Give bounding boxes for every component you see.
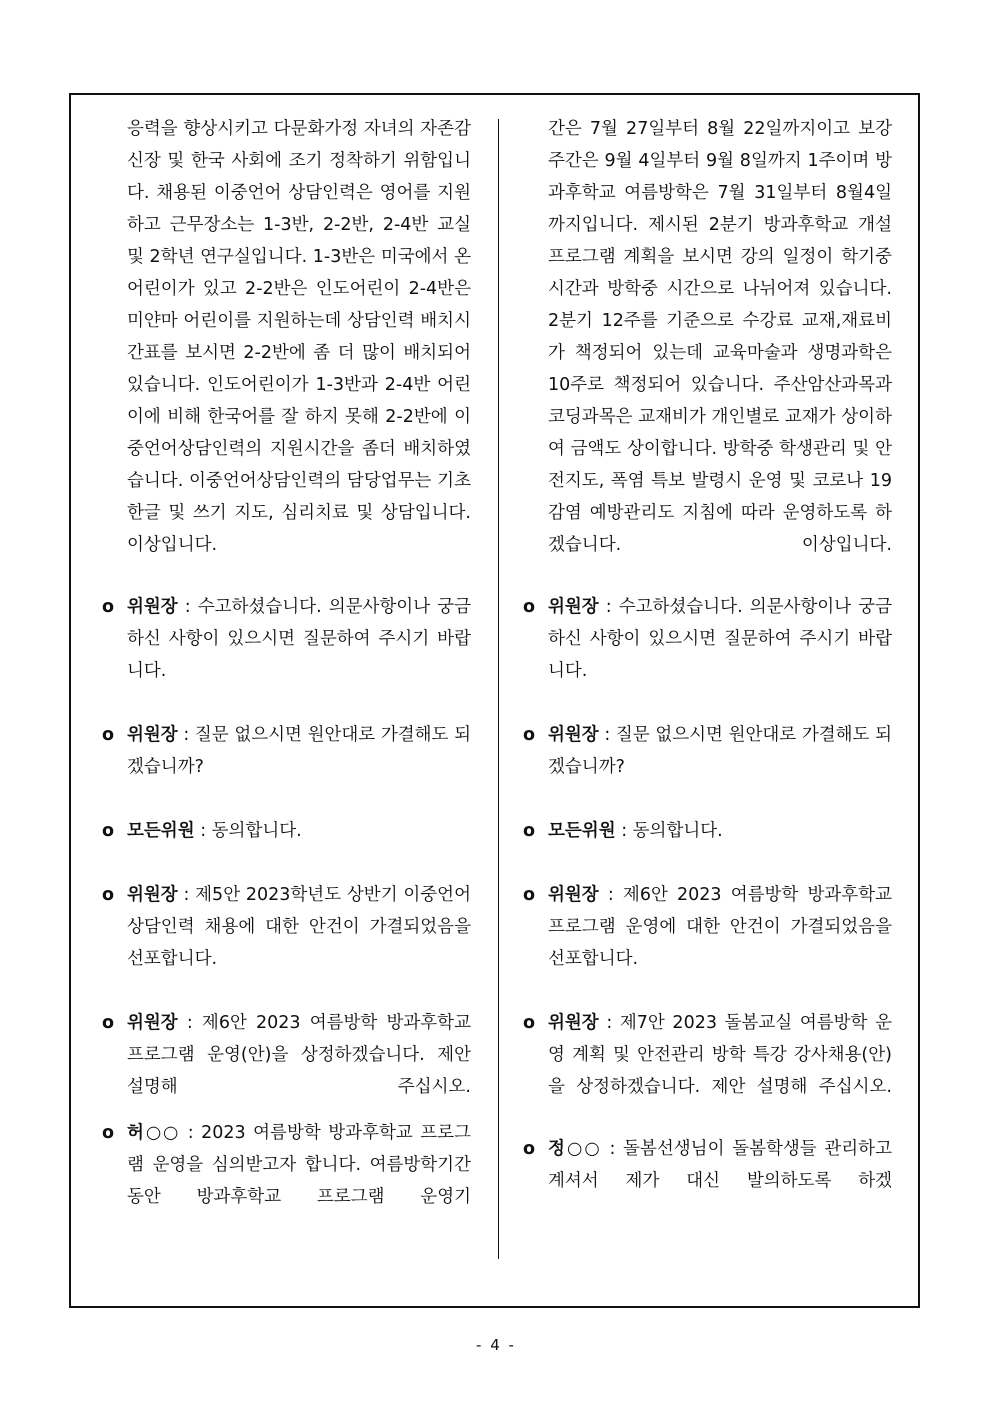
bullet: o: [102, 885, 115, 905]
speech-text: : 동의합니다.: [194, 821, 302, 841]
speaker-name: 위원장: [127, 725, 178, 745]
left-continuation-text: 응력을 향상시키고 다문화가정 자녀의 자존감 신장 및 한국 사회에 조기 정착하기 위함입니다. 채용된 이중언어 상담인력은 영어를 지원하고 근무장소는 1-3반, 2-2반, 2-4반 교실 및 2학년 연구실입니다. 1-3반은 미국에서 온 어린이가 있고 2-2반은 인도어린이 2-4반은 미얀마 어린이를 지원하는데 상담인력 배치시간표를 보시면 2-2반에 좀 더 많이 배치되어 있습니다. 인도어린이가 1-3반과 2-4반 어린이에 비해 한국어를 잘 하지 못해 2-2반에 이중언어상담인력의 지원시간을 좀더 배치하였습니다. 이중언어상담인력의 담당업무는 기초 한글 및 쓰기 지도, 심리치료 및 상담입니다. 이상입니다.: [127, 119, 471, 555]
speaker-name: 위원장: [548, 725, 599, 745]
left-item-5: [99, 1007, 471, 1103]
speaker-name: 위원장: [548, 1013, 599, 1033]
right-item-3: [520, 815, 892, 847]
column-divider: [498, 119, 499, 1259]
bullet: o: [102, 1123, 115, 1143]
right-continuation-text: 간은 7월 27일부터 8월 22일까지이고 보강주간은 9월 4일부터 9월 8일까지 1주이며 방과후학교 여름방학은 7월 31일부터 8월4일까지입니다. 제시된 2분기 방과후학교 개설 프로그램 계획을 보시면 강의 일정이 학기중 시간과 방학중 시간으로 나뉘어져 있습니다. 2분기 12주를 기준으로 수강료 교재,재료비가 책정되어 있는데 교육마술과 생명과학은 10주로 책정되어 있습니다. 주산암산과목과 코딩과목은 교재비가 개인별로 교재가 상이하여 금액도 상이합니다. 방학중 학생관리 및 안전지도, 폭염 특보 발령시 운영 및 코로나 19 감염 예방관리도 지침에 따라 운영하도록 하겠습니다. 이상입니다.: [548, 119, 892, 555]
right-item-6: [520, 1133, 892, 1197]
speaker-name: 위원장: [127, 597, 178, 617]
speech-text: : 질문 없으시면 원안대로 가결해도 되겠습니까?: [127, 725, 471, 777]
bullet: o: [102, 725, 115, 745]
left-item-3: [99, 815, 471, 847]
bullet: o: [523, 725, 536, 745]
bullet: o: [523, 821, 536, 841]
bullet: o: [523, 1013, 536, 1033]
speech-text: : 제6안 2023 여름방학 방과후학교 프로그램 운영(안)을 상정하겠습니다. 제안 설명해 주십시오.: [127, 1013, 471, 1097]
speaker-name: 정○○: [548, 1139, 602, 1159]
page-number: - 4 -: [476, 1336, 516, 1354]
speech-text: : 수고하셨습니다. 의문사항이나 궁금하신 사항이 있으시면 질문하여 주시기 바랍니다.: [548, 597, 892, 681]
bullet: o: [102, 821, 115, 841]
speech-text: : 제7안 2023 돌봄교실 여름방학 운영 계획 및 안전관리 방학 특강 강사채용(안)을 상정하겠습니다. 제안 설명해 주십시오.: [548, 1013, 892, 1097]
right-item-1: [520, 591, 892, 687]
speech-text: : 수고하셨습니다. 의문사항이나 궁금하신 사항이 있으시면 질문하여 주시기 바랍니다.: [127, 597, 471, 681]
right-item-4: [520, 879, 892, 975]
speaker-name: 위원장: [548, 597, 599, 617]
speaker-name: 위원장: [127, 885, 178, 905]
speaker-name: 위원장: [548, 885, 599, 905]
speaker-name: 위원장: [127, 1013, 178, 1033]
document-frame: [69, 93, 920, 1308]
speaker-name: 모든위원: [127, 821, 195, 841]
speech-text: : 2023 여름방학 방과후학교 프로그램 운영을 심의받고자 합니다. 여름방학기간동안 방과후학교 프로그램 운영기: [127, 1123, 471, 1207]
bullet: o: [523, 885, 536, 905]
left-item-1: [99, 591, 471, 687]
bullet: o: [523, 597, 536, 617]
left-column: [99, 113, 471, 1213]
speech-text: : 제5안 2023학년도 상반기 이중언어 상담인력 채용에 대한 안건이 가결되었음을 선포합니다.: [127, 885, 471, 969]
speaker-name: 허○○: [127, 1123, 181, 1143]
speech-text: : 제6안 2023 여름방학 방과후학교 프로그램 운영에 대한 안건이 가결되었음을 선포합니다.: [548, 885, 892, 969]
right-item-2: [520, 719, 892, 783]
bullet: o: [102, 1013, 115, 1033]
speech-text: : 질문 없으시면 원안대로 가결해도 되겠습니까?: [548, 725, 892, 777]
speaker-name: 모든위원: [548, 821, 616, 841]
right-column: [520, 113, 892, 1197]
right-item-5: [520, 1007, 892, 1103]
speech-text: : 돌봄선생님이 돌봄학생들 관리하고 계셔서 제가 대신 발의하도록 하겠: [548, 1139, 892, 1191]
bullet: o: [102, 597, 115, 617]
left-item-2: [99, 719, 471, 783]
bullet: o: [523, 1139, 536, 1159]
left-item-6: [99, 1117, 471, 1213]
left-item-4: [99, 879, 471, 975]
speech-text: : 동의합니다.: [615, 821, 723, 841]
